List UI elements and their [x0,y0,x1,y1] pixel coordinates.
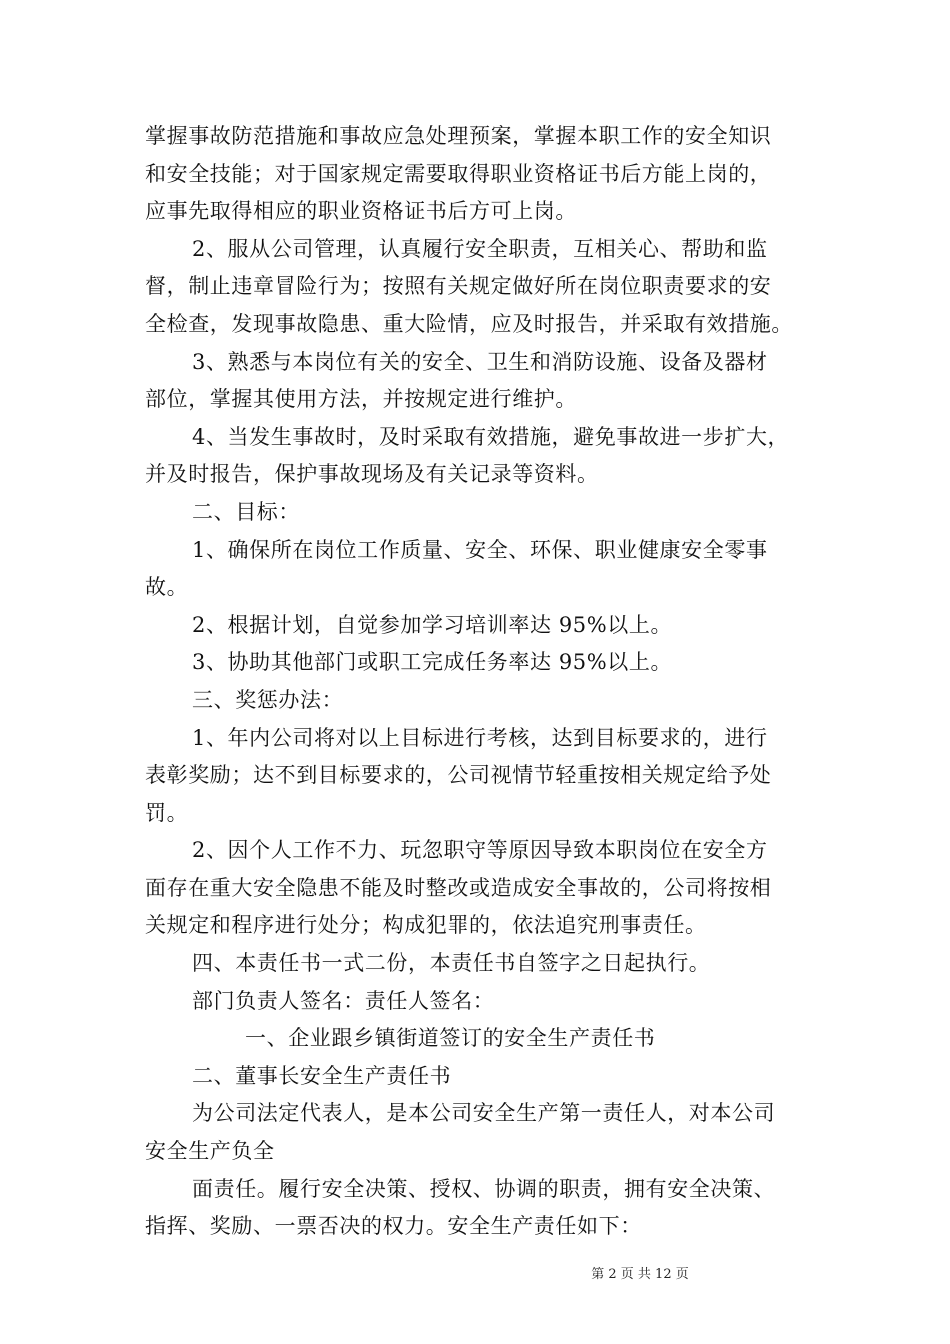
text-line: 面责任。履行安全决策、授权、协调的职责，拥有安全决策、 [192,1176,776,1201]
text-line: 3、熟悉与本岗位有关的安全、卫生和消防设施、设备及器材 [192,349,768,374]
text-line: 指挥、奖励、一票否决的权力。安全生产责任如下： [145,1214,642,1239]
text-line: 部门负责人签名：责任人签名： [192,988,495,1013]
text-line: 督，制止违章冒险行为；按照有关规定做好所在岗位职责要求的安 [145,274,772,299]
text-line: 1、年内公司将对以上目标进行考核，达到目标要求的，进行 [192,725,768,750]
text-line: 二、董事长安全生产责任书 [192,1063,452,1088]
text-line: 掌握事故防范措施和事故应急处理预案，掌握本职工作的安全知识 [145,124,772,148]
text-line: 和安全技能；对于国家规定需要取得职业资格证书后方能上岗的， [145,161,772,186]
document-body [145,118,815,1246]
text-line: 安全生产负全 [145,1139,275,1164]
text-line: 4、当发生事故时，及时采取有效措施，避免事故进一步扩大， [192,424,790,449]
text-line: 1、确保所在岗位工作质量、安全、环保、职业健康安全零事 [192,537,768,562]
text-line: 为公司法定代表人，是本公司安全生产第一责任人，对本公司 [192,1101,776,1126]
text-line: 关规定和程序进行处分；构成犯罪的，依法追究刑事责任。 [145,913,707,938]
page-footer [0,1263,950,1282]
text-line: 四、本责任书一式二份，本责任书自签字之日起执行。 [192,951,711,976]
text-line: 部位，掌握其使用方法，并按规定进行维护。 [145,387,577,412]
text-line: 全检查，发现事故隐患、重大险情，应及时报告，并采取有效措施。 [145,311,793,336]
text-line: 一、企业跟乡镇街道签订的安全生产责任书 [245,1026,656,1051]
text-line: 三、奖惩办法： [192,687,344,712]
text-line: 2、因个人工作不力、玩忽职守等原因导致本职岗位在安全方 [192,838,768,863]
text-line: 罚。 [145,800,189,825]
text-line: 3、协助其他部门或职工完成任务率达 95%以上。 [192,650,673,675]
text-line: 二、目标： [192,499,300,524]
text-line: 应事先取得相应的职业资格证书后方可上岗。 [145,199,577,224]
text-line: 面存在重大安全隐患不能及时整改或造成安全事故的，公司将按相 [145,875,772,900]
text-line: 故。 [145,575,189,600]
text-line: 并及时报告，保护事故现场及有关记录等资料。 [145,462,599,487]
page-number: 第 2 页 共 12 页 [591,1267,689,1282]
text-line: 2、根据计划，自觉参加学习培训率达 95%以上。 [192,612,673,637]
text-line: 表彰奖励；达不到目标要求的，公司视情节轻重按相关规定给予处 [145,763,772,788]
text-line: 2、服从公司管理，认真履行安全职责，互相关心、帮助和监 [192,236,768,261]
